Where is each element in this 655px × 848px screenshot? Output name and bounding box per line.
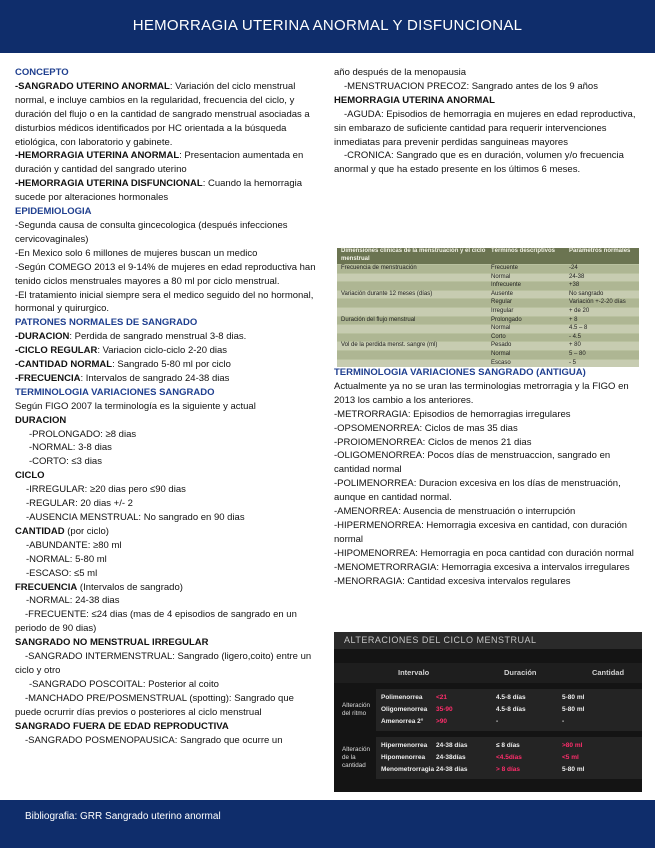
ciclo-heading: CICLO xyxy=(15,470,45,482)
antigua-item: -MENOMETRORRAGIA: Hemorragia excesiva a intervalos irregulares xyxy=(334,561,630,573)
patrones-heading: PATRONES NORMALES DE SANGRADO xyxy=(15,317,198,329)
epi-item: -Según COMEGO 2013 el 9-14% de mujeres en edad reproductiva han tenido ciclos menstruales mayores a 80 ml por ciclo menstrual. xyxy=(15,261,316,287)
table-cell xyxy=(337,308,487,316)
table-cell: Irregular xyxy=(491,307,514,314)
sfe-continuation: año después de la menopausia xyxy=(334,67,467,78)
duracion-item: -PROLONGADO: ≥8 dias xyxy=(29,428,137,440)
table-body xyxy=(337,264,639,367)
antigua-heading: TERMINOLOGIA VARIACIONES SANGRADO (ANTIGUA) xyxy=(334,367,586,378)
table-row xyxy=(337,281,639,290)
table-cell: 4.5-8 días xyxy=(496,706,526,713)
table-cell: ≤ 8 días xyxy=(496,742,520,749)
header-cell: Intervalo xyxy=(398,668,430,677)
table-cell: - 4.5 xyxy=(569,333,582,340)
duracion-item: -CORTO: ≤3 dias xyxy=(29,456,102,468)
table-row xyxy=(376,692,642,704)
page-footer xyxy=(0,800,655,848)
table-cell: 4.5 – 8 xyxy=(569,325,588,332)
table-cell: - xyxy=(496,718,499,725)
table-cell xyxy=(337,282,487,290)
epidemiologia-heading: EPIDEMIOLOGIA xyxy=(15,206,92,218)
parametros-table xyxy=(337,248,639,364)
antigua-item: -HIPOMENORREA: Hemorragia en poca cantidad con duración normal xyxy=(334,547,634,559)
table-row xyxy=(337,350,639,359)
table-cell: Variación durante 12 meses (días) xyxy=(341,290,433,297)
table-group xyxy=(334,737,642,779)
frecuencia-heading: FRECUENCIA (Intervalos de sangrado) xyxy=(15,581,183,593)
terminologia-heading: TERMINOLOGIA VARIACIONES SANGRADO xyxy=(15,386,215,398)
table-cell: +38 xyxy=(569,282,580,289)
group-label: Alteración de la cantidad xyxy=(342,746,371,769)
table-cell: Hipermenorrea xyxy=(381,742,428,749)
table-cell: >80 ml xyxy=(562,742,583,749)
table-row xyxy=(376,752,642,764)
patron-item: -CANTIDAD NORMAL: Sangrado 5-80 ml por ciclo xyxy=(15,359,231,371)
frecuencia-item: -FRECUENTE: ≤24 dias (mas de 4 episodios de sangrado en un periodo de 90 dias) xyxy=(15,609,297,635)
table-row xyxy=(337,290,639,299)
table-header xyxy=(337,248,639,264)
snm-item: -SANGRADO INTERMENSTRUAL: Sangrado (ligero,coito) entre un ciclo y otro xyxy=(15,651,312,676)
table-cell: Normal xyxy=(491,350,511,357)
table-cell: Escaso xyxy=(491,359,511,366)
snm-item: -SANGRADO POSCOITAL: Posterior al coito xyxy=(29,678,219,690)
table-cell: Normal xyxy=(491,273,511,280)
table-cell: 5 – 80 xyxy=(569,350,586,357)
table-cell: - 5 xyxy=(569,359,577,366)
antigua-item: -OLIGOMENORREA: Pocos días de menstruaccion, sangrado en cantidad normal xyxy=(334,450,611,476)
table-row xyxy=(376,704,642,716)
table-body xyxy=(334,689,642,779)
menstruacion-precoz: -MENSTRUACION PRECOZ: Sangrado antes de los 9 años xyxy=(344,80,598,92)
table-cell: >90 xyxy=(436,718,448,725)
epi-item: -El tratamiento inicial siempre sera el medico seguido del no hormonal, hormonal y quirurgico. xyxy=(15,289,314,315)
table-cell: 24-38 días xyxy=(436,742,468,749)
header-cell: Duración xyxy=(504,668,537,677)
concepto-hud: -HEMORRAGIA UTERINA DISFUNCIONAL: Cuando la hemorragia sucede por alteraciones hormonales xyxy=(15,178,303,204)
antigua-intro: Actualmente ya no se uran las terminologias metrorragia y la FIGO en 2013 los cambio a los anteriores. xyxy=(334,380,629,406)
antigua-item: -AMENORREA: Ausencia de menstruación o interrupción xyxy=(334,506,576,518)
table-cell: Normal xyxy=(491,325,511,332)
table-cell: 5-80 ml xyxy=(562,694,585,701)
table-row xyxy=(376,716,642,728)
table-cell: 24-38 xyxy=(569,273,585,280)
table-cell: 35-90 xyxy=(436,706,453,713)
table-cell: Amenorrea 2° xyxy=(381,718,424,725)
table-row xyxy=(376,764,642,776)
table-cell: Pesado xyxy=(491,342,512,349)
duracion-item: -NORMAL: 3-8 dias xyxy=(29,442,112,454)
cantidad-item: -ESCASO: ≤5 ml xyxy=(26,567,98,579)
duracion-heading: DURACION xyxy=(15,414,67,426)
concepto-hua: -HEMORRAGIA UTERINA ANORMAL: Presentacion aumentada en duración y cantidad del sangrado uterino xyxy=(15,150,304,176)
page-header xyxy=(0,0,655,56)
terminologia-intro: Según FIGO 2007 la terminología es la siguiente y actual xyxy=(15,400,256,412)
table-cell: Oligomenorrea xyxy=(381,706,428,713)
table-header xyxy=(334,663,642,683)
header-cell: Parámetros normales xyxy=(569,248,631,254)
table-row xyxy=(337,264,639,273)
table-cell: + 80 xyxy=(569,342,581,349)
table-cell: Menometrorragia xyxy=(381,766,435,773)
group-label: Alteración del ritmo xyxy=(342,702,371,717)
patron-item: -FRECUENCIA: Intervalos de sangrado 24-38 dias xyxy=(15,372,230,384)
epi-item: -En Mexico solo 6 millones de mujeres buscan un medico xyxy=(15,247,258,259)
table-cell: Prolongado xyxy=(491,316,522,323)
frecuencia-item: -NORMAL: 24-38 dias xyxy=(26,595,120,607)
patron-item: -CICLO REGULAR: Variacion ciclo-ciclo 2-20 dias xyxy=(15,345,228,357)
table-cell: Ausente xyxy=(491,290,514,297)
table-cell: Frecuencia de menstruación xyxy=(341,265,417,271)
table-cell: 24-38 días xyxy=(436,766,468,773)
header-cell: Cantidad xyxy=(591,668,625,677)
left-column xyxy=(15,66,318,747)
header-cell: Términos descriptivos xyxy=(491,248,556,254)
right-column-top xyxy=(334,66,642,177)
alteraciones-table xyxy=(334,632,642,792)
table-cell: Corto xyxy=(491,333,506,340)
table-cell: + de 20 xyxy=(569,307,590,314)
page-title: HEMORRAGIA UTERINA ANORMAL Y DISFUNCIONAL xyxy=(132,17,523,34)
sfe-heading: SANGRADO FUERA DE EDAD REPRODUCTIVA xyxy=(15,720,229,732)
table-row xyxy=(376,740,642,752)
table-cell: Duración del flujo menstrual xyxy=(341,316,416,323)
table-cell xyxy=(337,274,487,282)
antigua-item: -HIPERMENORREA: Hemorragia excesiva en cantidad, con duración normal xyxy=(334,519,628,545)
ciclo-item: -AUSENCIA MENSTRUAL: No sangrado en 90 dias xyxy=(26,512,245,523)
right-column-bottom xyxy=(334,366,642,589)
table-cell: 5-80 ml xyxy=(562,766,585,773)
table-cell: 5-80 ml xyxy=(562,706,585,713)
table-cell: - xyxy=(562,718,565,725)
snm-heading: SANGRADO NO MENSTRUAL IRREGULAR xyxy=(15,637,209,649)
table-title: ALTERACIONES DEL CICLO MENSTRUAL xyxy=(334,632,642,649)
cantidad-item: -NORMAL: 5-80 ml xyxy=(26,553,107,565)
table-cell xyxy=(337,325,487,333)
table-cell: Infrecuente xyxy=(491,282,522,289)
cantidad-heading: CANTIDAD (por ciclo) xyxy=(15,525,109,537)
table-cell: > 8 días xyxy=(496,766,521,773)
ciclo-item: -IRREGULAR: ≥20 dias pero ≤90 dias xyxy=(26,484,186,496)
hua-aguda: -AGUDA: Episodios de hemorragia en mujeres en edad reproductiva, sin embarazo de suficiente cantidad para requerir intervenciones inmediatas para prevenir perdidas sanguineas mayores xyxy=(334,108,636,148)
table-group xyxy=(334,689,642,731)
table-cell: No sangrado xyxy=(569,290,604,297)
table-cell xyxy=(337,351,487,359)
ciclo-item: -REGULAR: 20 dias +/- 2 xyxy=(26,498,133,510)
table-cell xyxy=(337,334,487,342)
sfe-item: -SANGRADO POSMENOPAUSICA: Sangrado que ocurre un xyxy=(25,734,283,746)
table-row xyxy=(337,316,639,325)
table-cell: <4.5días xyxy=(496,754,522,761)
table-cell: Regular xyxy=(491,299,513,306)
table-cell: + 8 xyxy=(569,316,578,323)
table-cell: Frecuente xyxy=(491,265,519,271)
epi-item: -Segunda causa de consulta gincecologica (después infecciones cervicovaginales) xyxy=(15,219,288,245)
table-cell: -24 xyxy=(569,265,578,271)
concepto-heading: CONCEPTO xyxy=(15,67,69,78)
patron-item: -DURACION: Perdida de sangrado menstrual 3-8 dias. xyxy=(15,331,247,343)
table-row xyxy=(337,273,639,282)
hua-cronica: -CRONICA: Sangrado que es en duración, volumen y/o frecuencia anormal y que ha estado presente en los últimos 6 meses. xyxy=(334,150,624,176)
bibliografia: Bibliografia: GRR Sangrado uterino anormal xyxy=(25,811,221,822)
antigua-item: -POLIMENORREA: Duracion excesiva en los días de menstruación, aunque en cantidad normal. xyxy=(334,478,621,504)
table-cell xyxy=(337,299,487,307)
table-cell: <21 xyxy=(436,694,448,701)
table-cell: Vol de la perdida menst. sangre (ml) xyxy=(341,342,438,349)
antigua-item: -PROIOMENORREA: Ciclos de menos 21 dias xyxy=(334,436,532,448)
table-cell: Polimenorrea xyxy=(381,694,423,701)
table-cell: Hipomenorrea xyxy=(381,754,426,761)
table-cell: <5 ml xyxy=(562,754,579,761)
table-cell: 24-38días xyxy=(436,754,466,761)
header-cell: Dimensiones clínicas de la menstruación y el ciclo menstrual xyxy=(341,248,486,262)
table-cell: 4.5-8 días xyxy=(496,694,526,701)
table-row xyxy=(337,298,639,307)
table-cell: Variación +-2-20 días xyxy=(569,299,626,306)
table-row xyxy=(337,307,639,316)
antigua-item: -MENORRAGIA: Cantidad excesiva intervalos regulares xyxy=(334,575,571,587)
cantidad-item: -ABUNDANTE: ≥80 ml xyxy=(26,539,122,551)
snm-item: -MANCHADO PRE/POSMENSTRUAL (spotting): Sangrado que puede ocrurrir días previos o posteriores al ciclo menstrual xyxy=(15,692,294,718)
table-row xyxy=(337,324,639,333)
antigua-item: -METRORRAGIA: Episodios de hemorragias irregulares xyxy=(334,408,571,420)
table-row xyxy=(337,333,639,342)
concepto-sua: -SANGRADO UTERINO ANORMAL: Variación del ciclo menstrual normal, e incluye cambios en la regularidad, frecuencia del ciclo, y duración del flujo o en la cantidad de sangrado menstrual asociadas a disturbios médicos identificados por HC orientada a la búsqueda etiológica, con laboratorio y gabinete. xyxy=(15,80,310,148)
table-row xyxy=(337,341,639,350)
hua-heading: HEMORRAGIA UTERINA ANORMAL xyxy=(334,94,495,106)
antigua-item: -OPSOMENORREA: Ciclos de mas 35 dias xyxy=(334,422,518,434)
